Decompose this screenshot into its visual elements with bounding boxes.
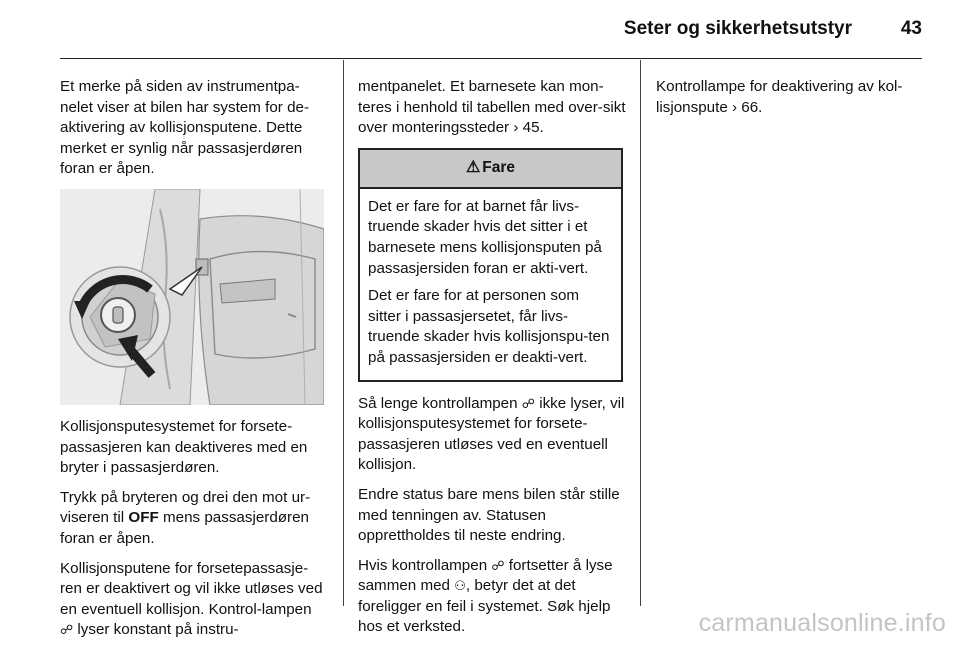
airbag-off-icon: ☍ (60, 622, 74, 638)
page-number: 43 (900, 18, 922, 39)
ref-arrow-icon: › (513, 119, 519, 137)
warning-triangle-icon: ⚠ (465, 158, 481, 176)
paragraph: Kollisjonsputesystemet for forsete-passasjeren kan deaktiveres med en bryter i passasjerdøren. (60, 417, 308, 477)
paragraph (60, 559, 328, 641)
column-1 (60, 77, 328, 650)
ref-arrow-icon: › (731, 98, 738, 116)
door-switch-illustration (60, 189, 324, 405)
paragraph (358, 77, 626, 139)
paragraph: Endre status bare mens bilen står stille med tenningen av. Statusen opprettholdes til neste endring. (358, 485, 620, 545)
airbag-off-icon: ☍ (491, 557, 505, 573)
page-reference: 45. (522, 119, 544, 137)
page-reference: 66. (741, 98, 763, 116)
text-run: mentpanelet. Et barnesete kan mon-teres i henhold til tabellen med over-sikt over monteringssteder (358, 78, 626, 137)
paragraph (60, 488, 328, 550)
warning-paragraph: Det er fare for at personen som sitter i passasjersetet, får livs-truende skader hvis kollisjonspu-ten på passasjersiden er deakti-vert. (368, 287, 610, 366)
warning-title: Fare (482, 158, 516, 176)
column-divider-1 (343, 60, 344, 606)
header-rule (60, 58, 922, 59)
text-run: Trykk på bryteren og drei den mot ur-viseren til (60, 488, 311, 527)
column-2 (358, 77, 626, 647)
text-run: Hvis kontrollampen (358, 556, 492, 574)
text-run: Kollisjonsputene for forsetepassasje-ren er deaktivert og vil ikke utløses ved en eventuell kollisjon. Kontrol-lampen (60, 559, 323, 618)
watermark: carmanualsonline.info (698, 609, 946, 637)
warning-header (360, 150, 621, 189)
text-run: lyser konstant på instru- (73, 621, 239, 639)
text-run: fortsetter å lyse sammen med (358, 556, 613, 595)
page-header-title: Seter og sikkerhetsutstyr (623, 18, 852, 39)
paragraph (358, 556, 626, 638)
off-label: OFF (128, 509, 159, 527)
text-run: mens passasjerdøren foran er åpen. (60, 509, 310, 547)
paragraph (656, 77, 918, 118)
airbag-off-icon: ☍ (521, 395, 535, 411)
column-3 (656, 77, 918, 127)
warning-box (358, 148, 623, 382)
warning-paragraph: Det er fare for at barnet får livs-truende skader hvis det sitter i et barnesete mens kollisjonsputen på passasjersiden foran er akti-vert. (368, 197, 602, 277)
text-run: , betyr det at det foreligger en feil i systemet. Søk hjelp hos et verksted. (358, 577, 611, 636)
paragraph: Et merke på siden av instrumentpa-nelet viser at bilen har system for de-aktivering av kollisjonsputene. Dette merket er synlig når passasjerdøren foran er åpen. (60, 78, 310, 178)
airbag-icon: ⚇ (454, 578, 466, 594)
paragraph (358, 394, 626, 476)
text-run: Så lenge kontrollampen (358, 394, 522, 412)
text-run: ikke lyser, vil kollisjonsputesystemet for forsete-passasjeren utløses ved en eventuell kollisjon. (358, 394, 625, 474)
text-run: Kontrollampe for deaktivering av kol-lisjonspute (656, 78, 903, 116)
warning-body (360, 189, 621, 380)
column-divider-2 (640, 60, 641, 606)
